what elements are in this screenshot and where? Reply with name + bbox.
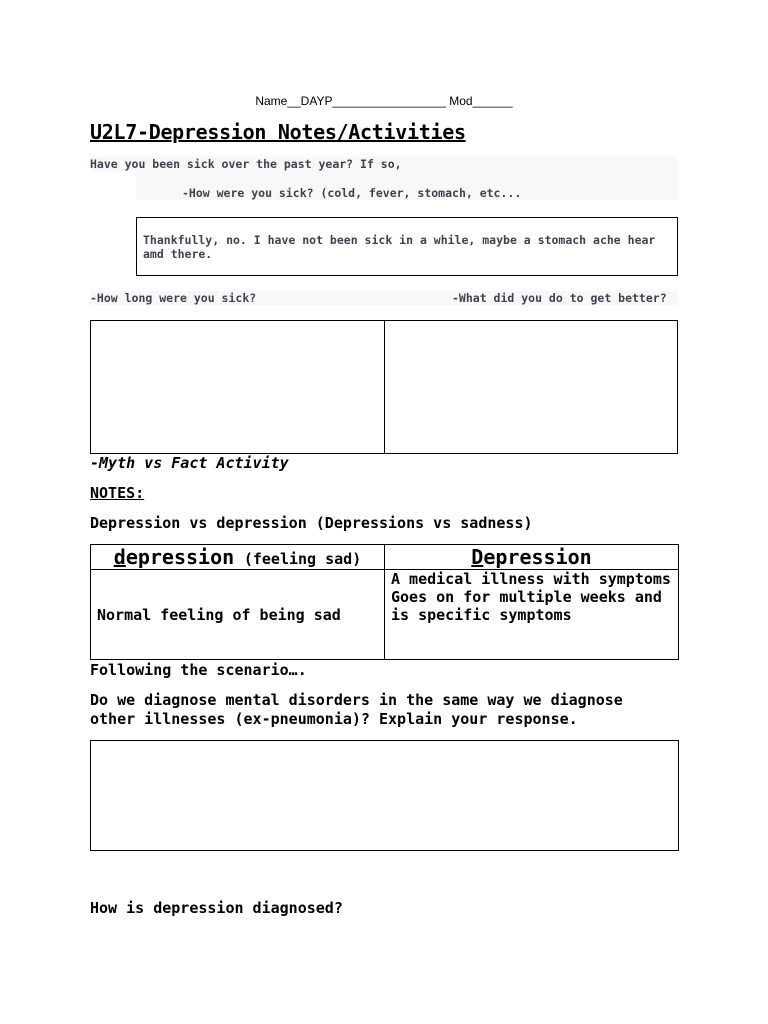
question-1-sub-band — [136, 171, 678, 200]
following-scenario-text: Following the scenario…. — [90, 661, 307, 679]
answer-box-1[interactable] — [136, 217, 678, 276]
final-question: How is depression diagnosed? — [90, 899, 343, 917]
table-header-capital-d — [385, 545, 679, 570]
answer-box-how-long[interactable] — [90, 320, 385, 454]
cell-depression-line-1: A medical illness with symptoms — [391, 570, 671, 588]
cell-sadness-text: Normal feeling of being sad — [97, 605, 341, 624]
answer-1-text: Thankfully, no. I have not been sick in a while, maybe a stomach ache hear amd there. — [143, 233, 656, 261]
question-1-sub-text: -How were you sick? (cold, fever, stomach, etc... — [182, 186, 522, 200]
header-small-d-rest: epression — [125, 545, 235, 569]
table-header-row — [91, 545, 679, 570]
table-cell-sadness — [91, 570, 385, 660]
answer-box-diagnose[interactable] — [90, 740, 679, 851]
cell-depression-line-2: Goes on for multiple weeks and is specific symptoms — [391, 588, 662, 624]
table-row — [91, 570, 679, 660]
question-1-text: Have you been sick over the past year? If so, — [90, 157, 402, 171]
diagnose-question: Do we diagnose mental disorders in the same way we diagnose other illnesses (ex-pneumonia)? Explain your response. — [90, 691, 623, 728]
table-header-small-d — [91, 545, 385, 570]
comparison-table — [90, 544, 679, 660]
header-small-d-sub: (feeling sad) — [243, 550, 362, 568]
question-2-right-text: -What did you do to get better? — [452, 291, 667, 305]
answer-box-get-better[interactable] — [384, 320, 678, 454]
header-capital-d-rest: epression — [483, 545, 592, 569]
notes-label: NOTES: — [90, 484, 145, 502]
question-2-left-text: -How long were you sick? — [90, 291, 257, 305]
name-mod-line: Name__DAYP_________________ Mod______ — [255, 94, 513, 108]
comparison-heading: Depression vs depression (Depressions vs sadness) — [90, 514, 533, 532]
table-cell-depression — [385, 570, 679, 660]
myth-fact-heading: -Myth vs Fact Activity — [90, 454, 289, 472]
header-capital-d-letter: D — [471, 545, 484, 569]
question-2-band — [90, 291, 678, 305]
page-title: U2L7-Depression Notes/Activities — [90, 120, 466, 144]
header-small-d-letter: d — [113, 545, 126, 569]
question-1-band — [90, 157, 678, 171]
